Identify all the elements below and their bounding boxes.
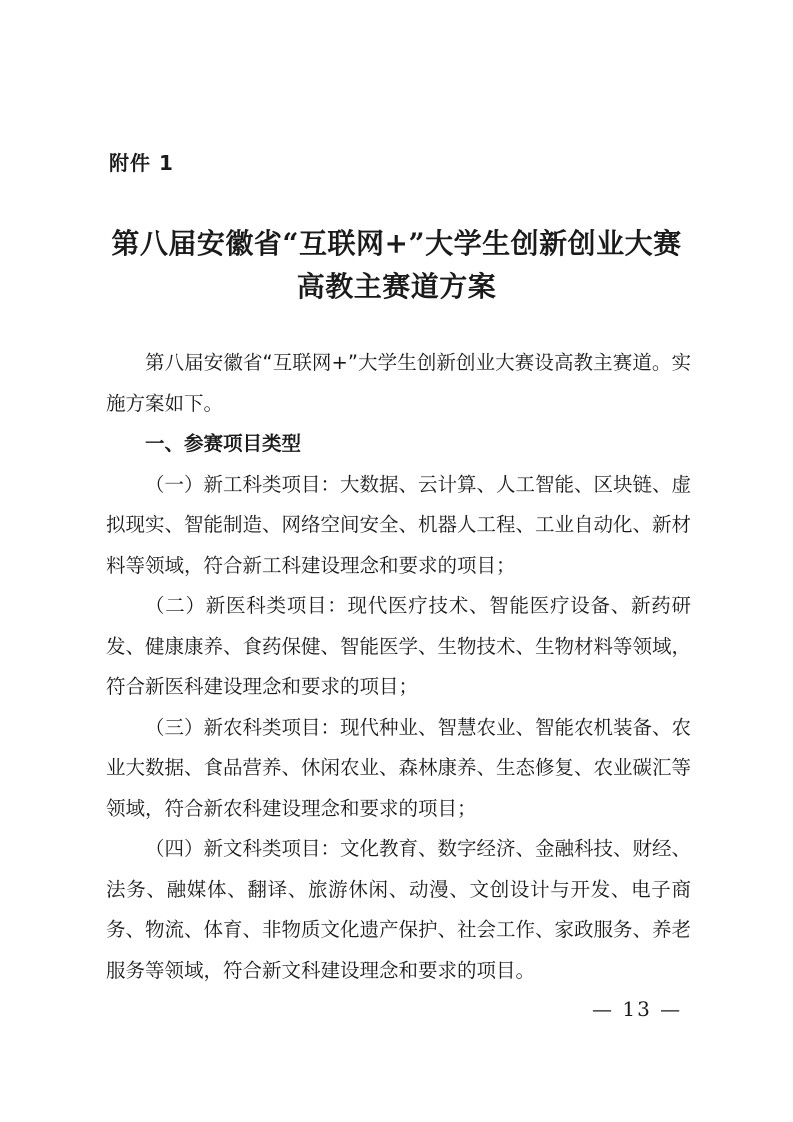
body-text: [106, 343, 691, 991]
intro-paragraph: 第八届安徽省“互联网+”大学生创新创业大赛设高教主赛道。实施方案如下。: [106, 351, 691, 415]
title-line-2: 高教主赛道方案: [296, 270, 497, 303]
attachment-label: 附件 1: [109, 151, 174, 175]
item-paragraph-2: （二）新医科类项目：现代医疗技术、智能医疗设备、新药研发、健康康养、食药保健、智能医学、生物技术、生物材料等领域，符合新医科建设理念和要求的项目；: [106, 594, 692, 698]
page-number: — 13 —: [592, 997, 683, 1021]
item-paragraph-3: （三）新农科类项目：现代种业、智慧农业、智能农机装备、农业大数据、食品营养、休闲农业、森林康养、生态修复、农业碳汇等领域，符合新农科建设理念和要求的项目；: [106, 715, 692, 820]
section-heading: 一、参赛项目类型: [145, 432, 302, 455]
title-line-1: 第八届安徽省“互联网+”大学生创新创业大赛: [111, 227, 682, 260]
item-paragraph-1: （一）新工科类项目：大数据、云计算、人工智能、区块链、虚拟现实、智能制造、网络空间安全、机器人工程、工业自动化、新材料等领域，符合新工科建设理念和要求的项目；: [106, 472, 692, 577]
item-paragraph-4: （四）新文科类项目：文化教育、数字经济、金融科技、财经、法务、融媒体、翻译、旅游休闲、动漫、文创设计与开发、电子商务、物流、体育、非物质文化遗产保护、社会工作、家政服务、养老服务等领域，符合新文科建设理念和要求的项目。: [106, 837, 692, 982]
